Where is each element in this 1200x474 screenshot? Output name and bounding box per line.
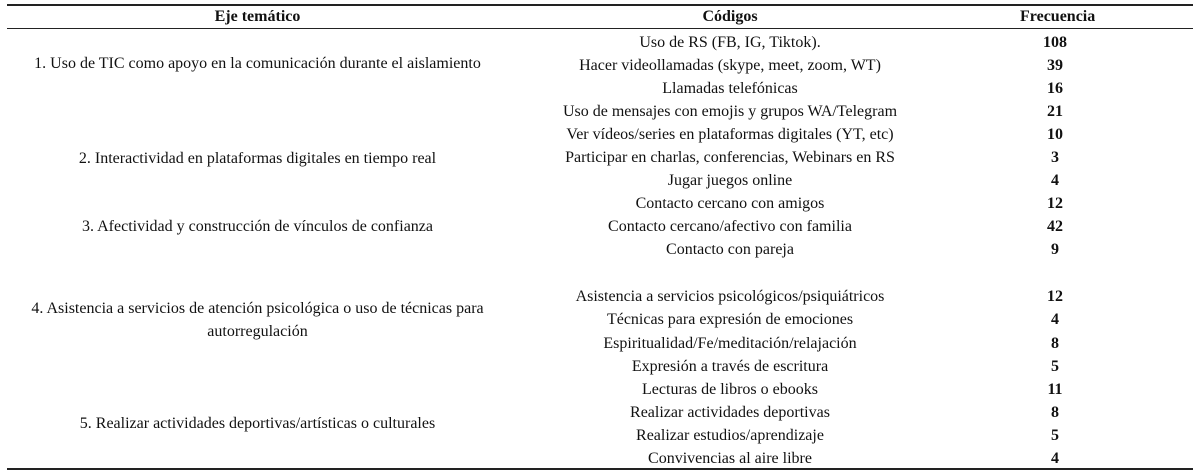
code-row: Llamadas telefónicas: [662, 80, 798, 97]
freq-row: 5: [1051, 427, 1059, 444]
freq-row: 8: [1051, 404, 1059, 421]
code-row: Convivencias al aire libre: [648, 450, 812, 467]
freq-row: 11: [1047, 381, 1063, 398]
header-rule: [7, 28, 1193, 29]
code-row: Realizar estudios/aprendizaje: [636, 427, 824, 444]
freq-row: 9: [1051, 241, 1059, 258]
freq-row: 39: [1047, 57, 1063, 74]
freq-row: 12: [1047, 288, 1063, 305]
theme-1: 1. Uso de TIC como apoyo en la comunicación durante el aislamiento: [34, 55, 481, 72]
theme-5: 5. Realizar actividades deportivas/artísticas o culturales: [79, 415, 436, 432]
header-frequency: Frecuencia: [1020, 8, 1096, 25]
code-row: Uso de mensajes con emojis y grupos WA/Telegram: [562, 103, 898, 120]
freq-row: 8: [1051, 335, 1059, 352]
freq-row: 4: [1051, 311, 1059, 328]
freq-row: 10: [1047, 126, 1063, 143]
code-row: Contacto cercano/afectivo con familia: [608, 218, 852, 235]
code-row: Lecturas de libros o ebooks: [642, 381, 818, 398]
code-row: Contacto cercano con amigos: [635, 195, 825, 212]
freq-row: 21: [1047, 103, 1063, 120]
code-row: Jugar juegos online: [667, 172, 793, 189]
theme-4: 4. Asistencia a servicios de atención psicológica o uso de técnicas para autorregulación: [31, 300, 484, 340]
theme-2: 2. Interactividad en plataformas digitales en tiempo real: [78, 150, 437, 167]
code-row: Espiritualidad/Fe/meditación/relajación: [603, 335, 857, 352]
header-theme: Eje temático: [214, 8, 301, 25]
freq-row: 5: [1051, 358, 1059, 375]
code-row: Participar en charlas, conferencias, Webinars en RS: [565, 149, 895, 166]
freq-row: 4: [1051, 450, 1059, 467]
freq-row: 3: [1051, 149, 1059, 166]
freq-row: 16: [1047, 80, 1063, 97]
code-row: Expresión a través de escritura: [631, 358, 829, 375]
freq-row: 42: [1047, 218, 1063, 235]
code-row: Hacer videollamadas (skype, meet, zoom, WT): [579, 57, 881, 74]
freq-row: 12: [1047, 195, 1063, 212]
top-rule: [7, 4, 1193, 6]
code-row: Técnicas para expresión de emociones: [606, 311, 854, 328]
code-row: Contacto con pareja: [666, 241, 794, 258]
code-row: Asistencia a servicios psicológicos/psiquiátricos: [575, 288, 885, 305]
freq-row: 4: [1051, 172, 1059, 189]
freq-row: 108: [1043, 34, 1067, 51]
code-row: Realizar actividades deportivas: [630, 404, 830, 421]
header-codes: Códigos: [702, 8, 758, 25]
code-row: Ver vídeos/series en plataformas digitales (YT, etc): [566, 126, 894, 143]
theme-3: 3. Afectividad y construcción de vínculos de confianza: [82, 218, 433, 235]
code-row: Uso de RS (FB, IG, Tiktok).: [639, 34, 821, 51]
bottom-rule: [7, 468, 1193, 470]
